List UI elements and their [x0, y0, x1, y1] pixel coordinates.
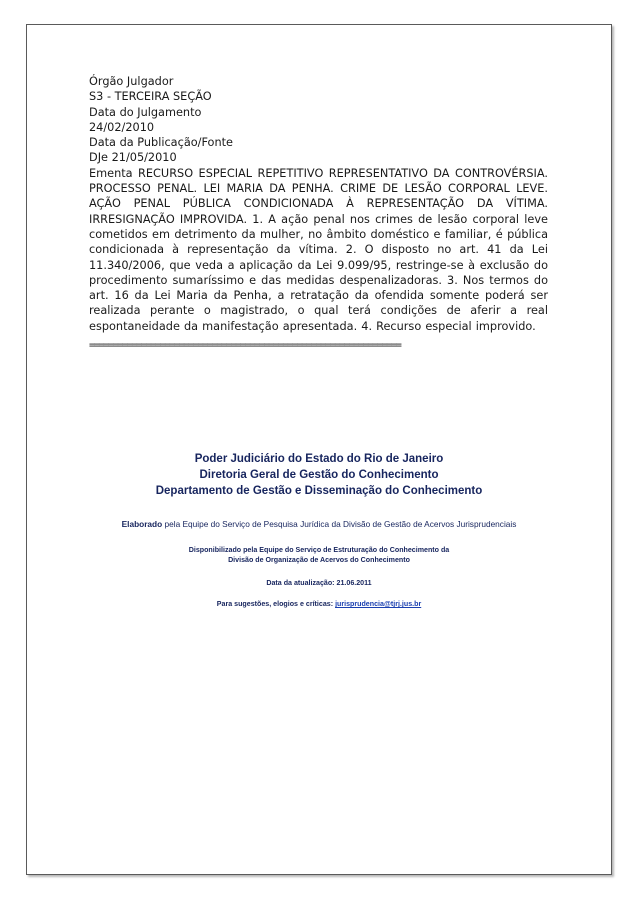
footer-disponibilizado-2: Divisão de Organização de Acervos do Conhecimento — [228, 556, 410, 564]
feedback-label: Para sugestões, elogios e críticas: — [216, 600, 336, 608]
data-publicacao-label: Data da Publicação/Fonte — [89, 136, 234, 150]
footer-update-date: Data da atualização: 21.06.2011 — [266, 579, 372, 587]
ementa-text: Ementa RECURSO ESPECIAL REPETITIVO REPRESENTATIVO DA CONTROVÉRSIA. PROCESSO PENAL. LEI MARIA DA PENHA. CRIME DE LESÃO CORPORAL LEVE. AÇÃO PENAL PÚBLICA CONDICIONADA À REPRESENTAÇÃO DA VÍTIMA. IRRESIGNAÇÃO IMPROVIDA. 1. A ação penal nos crimes de lesão corporal leve cometidos em detrimento da mulher, no âmbito doméstico e familiar, é pública condicionada à representação da vítima. 2. O disposto no art. 41 da Lei 11.340/2006, que veda a aplicação da Lei 9.099/95, restringe-se à exclusão do procedimento sumaríssimo e das medidas despenalizadoras. 3. Nos termos do art. 16 da Lei Maria da Penha, a retratação da ofendida somente poderá ser realizada perante o magistrado, o qual terá condições de aferir a real espontaneidade da manifestação apresentada. 4. Recurso especial improvido. — [89, 166, 548, 333]
feedback-email-link[interactable]: jurisprudencia@tjrj.jus.br — [335, 600, 422, 608]
elaborado-label: Elaborado — [121, 519, 163, 529]
footer-directorate: Diretoria Geral de Gestão do Conhecimento — [199, 469, 439, 481]
footer-department: Departamento de Gestão e Disseminação do Conhecimento — [155, 485, 483, 497]
data-publicacao-value: DJe 21/05/2010 — [89, 151, 177, 165]
footer-credits — [26, 451, 612, 609]
data-julgamento-value: 24/02/2010 — [89, 120, 155, 134]
footer-elaborado — [26, 519, 612, 530]
document-body — [89, 74, 548, 353]
orgao-julgador-label: Órgão Julgador — [89, 75, 174, 88]
separator-line: ================================================================== — [89, 340, 401, 352]
orgao-julgador-value: S3 - TERCEIRA SEÇÃO — [89, 90, 212, 104]
footer-institution: Poder Judiciário do Estado do Rio de Janeiro — [194, 453, 444, 465]
data-julgamento-label: Data do Julgamento — [89, 105, 202, 119]
footer-feedback — [26, 599, 612, 609]
footer-disponibilizado-1: Disponibilizado pela Equipe do Serviço de Estruturação do Conhecimento da — [188, 546, 450, 554]
elaborado-text: pela Equipe do Serviço de Pesquisa Jurídica da Divisão de Gestão de Acervos Jurisprudenciais — [162, 519, 517, 529]
